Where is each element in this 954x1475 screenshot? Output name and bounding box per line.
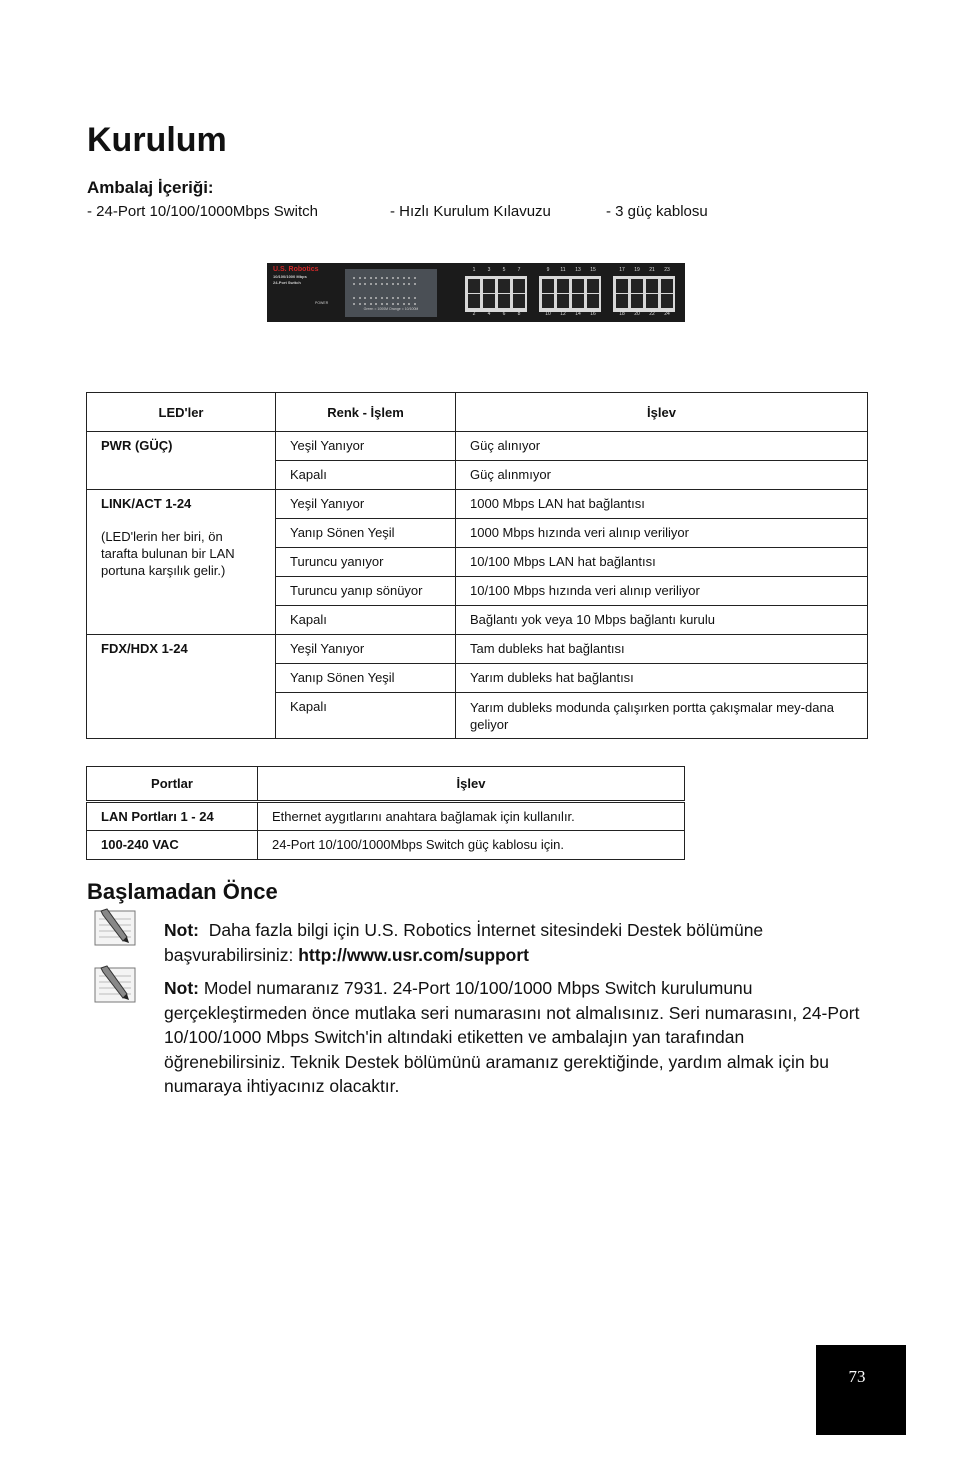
port-number-label: 16 (590, 311, 596, 317)
led-indicator (353, 277, 355, 279)
led-function: Güç alınıyor (456, 432, 868, 461)
port-number-label: 6 (502, 311, 506, 317)
package-item: - 24-Port 10/100/1000Mbps Switch (87, 203, 318, 220)
port-number-label: 18 (619, 311, 625, 317)
led-indicator (370, 303, 372, 305)
led-indicator (392, 303, 394, 305)
led-function: 10/100 Mbps hızında veri alınıp veriliyor (456, 577, 868, 606)
port-function: 24-Port 10/100/1000Mbps Switch güç kablosu için. (258, 831, 685, 860)
table-row (87, 432, 868, 461)
led-indicator (386, 303, 388, 305)
rj45-port (513, 279, 525, 293)
package-item: - Hızlı Kurulum Kılavuzu (390, 203, 551, 220)
led-state: Turuncu yanıyor (276, 548, 456, 577)
led-function: Bağlantı yok veya 10 Mbps bağlantı kurulu (456, 606, 868, 635)
rj45-port (646, 294, 658, 308)
column-header: LED'ler (87, 393, 276, 432)
port-number-label: 11 (560, 267, 566, 273)
led-indicator (370, 297, 372, 299)
led-state: Yeşil Yanıyor (276, 432, 456, 461)
column-header: İşlev (456, 393, 868, 432)
led-indicator (408, 277, 410, 279)
rj45-port (631, 294, 643, 308)
led-indicator (364, 303, 366, 305)
led-indicator (392, 297, 394, 299)
rj45-port (631, 279, 643, 293)
rj45-port (557, 279, 569, 293)
rj45-port (498, 279, 510, 293)
led-state: Yanıp Sönen Yeşil (276, 664, 456, 693)
led-indicator (364, 283, 366, 285)
led-indicator (353, 303, 355, 305)
port-number-label: 2 (472, 311, 476, 317)
device-power-led-label: POWER (315, 301, 329, 305)
rj45-port (557, 294, 569, 308)
table-row (87, 490, 868, 519)
led-indicator (397, 283, 399, 285)
led-state: Kapalı (276, 461, 456, 490)
note-text: Model numaranız 7931. 24-Port 10/100/1000 Mbps Switch kurulumunu gerçekleştirmeden önce mutlaka seri numarasını not almalısınız. Seri numarasını, 24-Port 10/100/1000 Mbps Switch'in altındaki etiketten ve ambalajın yan tarafından öğrenebilirsiniz. Teknik Destek bölümünü aramanız gerektiğinde, yardım almak için bu numaraya ihtiyacınız olacaktır. (164, 978, 860, 1096)
rj45-port (542, 279, 554, 293)
led-function: Yarım dubleks modunda çalışırken portta çakışmalar mey-dana geliyor (456, 693, 868, 739)
port-number-label: 13 (575, 267, 581, 273)
led-indicator (403, 303, 405, 305)
led-indicator (375, 297, 377, 299)
rj45-port (483, 294, 495, 308)
note-paragraph (164, 976, 869, 1099)
column-header: Renk - İşlem (276, 393, 456, 432)
led-indicator (375, 283, 377, 285)
rj45-port (483, 279, 495, 293)
port-number-label: 15 (590, 267, 596, 273)
page-number: 73 (848, 1367, 866, 1386)
rj45-port (498, 294, 510, 308)
column-header: Portlar (87, 767, 258, 802)
led-indicator (375, 303, 377, 305)
note-label: Not: (164, 920, 199, 940)
led-function: Tam dubleks hat bağlantısı (456, 635, 868, 664)
column-header: İşlev (258, 767, 685, 802)
rj45-port (542, 294, 554, 308)
led-indicator (392, 277, 394, 279)
led-indicator (359, 277, 361, 279)
led-indicator (353, 297, 355, 299)
led-state: Kapalı (276, 693, 456, 739)
rj45-port (468, 279, 480, 293)
led-indicator (359, 303, 361, 305)
ports-table (86, 766, 685, 860)
led-indicator (381, 283, 383, 285)
port-number-label: 17 (619, 267, 625, 273)
port-name: 100-240 VAC (87, 831, 258, 860)
port-number-label: 23 (664, 267, 670, 273)
led-indicator (414, 297, 416, 299)
led-table (86, 392, 868, 739)
note-pencil-icon (93, 907, 139, 947)
port-number-label: 14 (575, 311, 581, 317)
led-legend: Green = 1000M Orange = 10/100M (363, 307, 419, 311)
port-number-label: 19 (634, 267, 640, 273)
led-state: Yanıp Sönen Yeşil (276, 519, 456, 548)
port-group (613, 267, 675, 317)
page-number-box (816, 1345, 906, 1435)
page-title: Kurulum (87, 121, 227, 159)
led-indicator (386, 277, 388, 279)
led-indicator (375, 277, 377, 279)
led-state: Yeşil Yanıyor (276, 635, 456, 664)
led-function: Güç alınmıyor (456, 461, 868, 490)
rj45-port (646, 279, 658, 293)
port-number-label: 7 (517, 267, 521, 273)
port-number-label: 1 (472, 267, 476, 273)
led-indicator (397, 303, 399, 305)
led-indicator (414, 283, 416, 285)
device-speed-label: 10/100/1000 Mbps (273, 274, 307, 279)
note-pencil-icon (93, 964, 139, 1004)
led-indicator (386, 297, 388, 299)
package-item: - 3 güç kablosu (606, 203, 708, 220)
table-row (87, 831, 685, 860)
port-group (465, 267, 527, 317)
led-indicator (408, 303, 410, 305)
led-indicator (397, 277, 399, 279)
led-indicator (381, 277, 383, 279)
led-name: PWR (GÜÇ) (87, 432, 276, 490)
led-name: LINK/ACT 1-24 (101, 496, 192, 511)
port-number-label: 12 (560, 311, 566, 317)
led-indicator (370, 283, 372, 285)
note-text: Daha fazla bilgi için U.S. Robotics İnternet sitesindeki Destek bölümüne başvurabilirsiniz: (164, 920, 764, 965)
port-name: LAN Portları 1 - 24 (87, 802, 258, 831)
note-label: Not: (164, 978, 199, 998)
rj45-port (661, 294, 673, 308)
port-number-label: 22 (649, 311, 655, 317)
led-indicator (359, 297, 361, 299)
led-indicator (408, 297, 410, 299)
rj45-port (661, 279, 673, 293)
led-state: Yeşil Yanıyor (276, 490, 456, 519)
device-model-label: 24-Port Switch (273, 280, 301, 285)
led-indicator (359, 283, 361, 285)
package-heading: Ambalaj İçeriği: (87, 178, 214, 197)
led-function: Yarım dubleks hat bağlantısı (456, 664, 868, 693)
led-indicator (381, 297, 383, 299)
led-indicator (414, 303, 416, 305)
rj45-port (616, 294, 628, 308)
port-number-label: 21 (649, 267, 655, 273)
port-number-label: 24 (664, 311, 670, 317)
rj45-port (468, 294, 480, 308)
note-paragraph (164, 918, 869, 967)
rj45-port (572, 294, 584, 308)
led-group-cell (87, 490, 276, 635)
port-number-label: 5 (502, 267, 506, 273)
led-indicator (353, 283, 355, 285)
table-row (87, 802, 685, 831)
port-number-label: 3 (487, 267, 491, 273)
rj45-port (513, 294, 525, 308)
rj45-port (587, 279, 599, 293)
table-row (87, 635, 868, 664)
led-indicator (386, 283, 388, 285)
switch-front-panel-image (267, 263, 685, 322)
led-indicator (381, 303, 383, 305)
port-group (539, 267, 601, 317)
led-indicator (408, 283, 410, 285)
led-name: FDX/HDX 1-24 (87, 635, 276, 739)
port-number-label: 10 (545, 311, 551, 317)
device-brand: U.S. Robotics (273, 266, 319, 273)
led-indicator (364, 277, 366, 279)
led-function: 1000 Mbps LAN hat bağlantısı (456, 490, 868, 519)
port-number-label: 4 (487, 311, 491, 317)
led-indicator (370, 277, 372, 279)
led-indicator (403, 283, 405, 285)
led-state: Kapalı (276, 606, 456, 635)
led-indicator (403, 297, 405, 299)
led-indicator (403, 277, 405, 279)
rj45-port (587, 294, 599, 308)
port-number-label: 9 (546, 267, 550, 273)
support-link[interactable]: http://www.usr.com/support (298, 944, 529, 965)
led-note: (LED'lerin her biri, ön tarafta bulunan bir LAN portuna karşılık gelir.) (101, 529, 235, 578)
led-indicator (397, 297, 399, 299)
led-function: 1000 Mbps hızında veri alınıp veriliyor (456, 519, 868, 548)
led-indicator (392, 283, 394, 285)
port-function: Ethernet aygıtlarını anahtara bağlamak için kullanılır. (258, 802, 685, 831)
led-function: 10/100 Mbps LAN hat bağlantısı (456, 548, 868, 577)
led-state: Turuncu yanıp sönüyor (276, 577, 456, 606)
section-heading: Başlamadan Önce (87, 879, 278, 904)
led-indicator (414, 277, 416, 279)
port-number-label: 8 (517, 311, 521, 317)
rj45-port (616, 279, 628, 293)
rj45-port (572, 279, 584, 293)
led-indicator (364, 297, 366, 299)
port-number-label: 20 (634, 311, 640, 317)
